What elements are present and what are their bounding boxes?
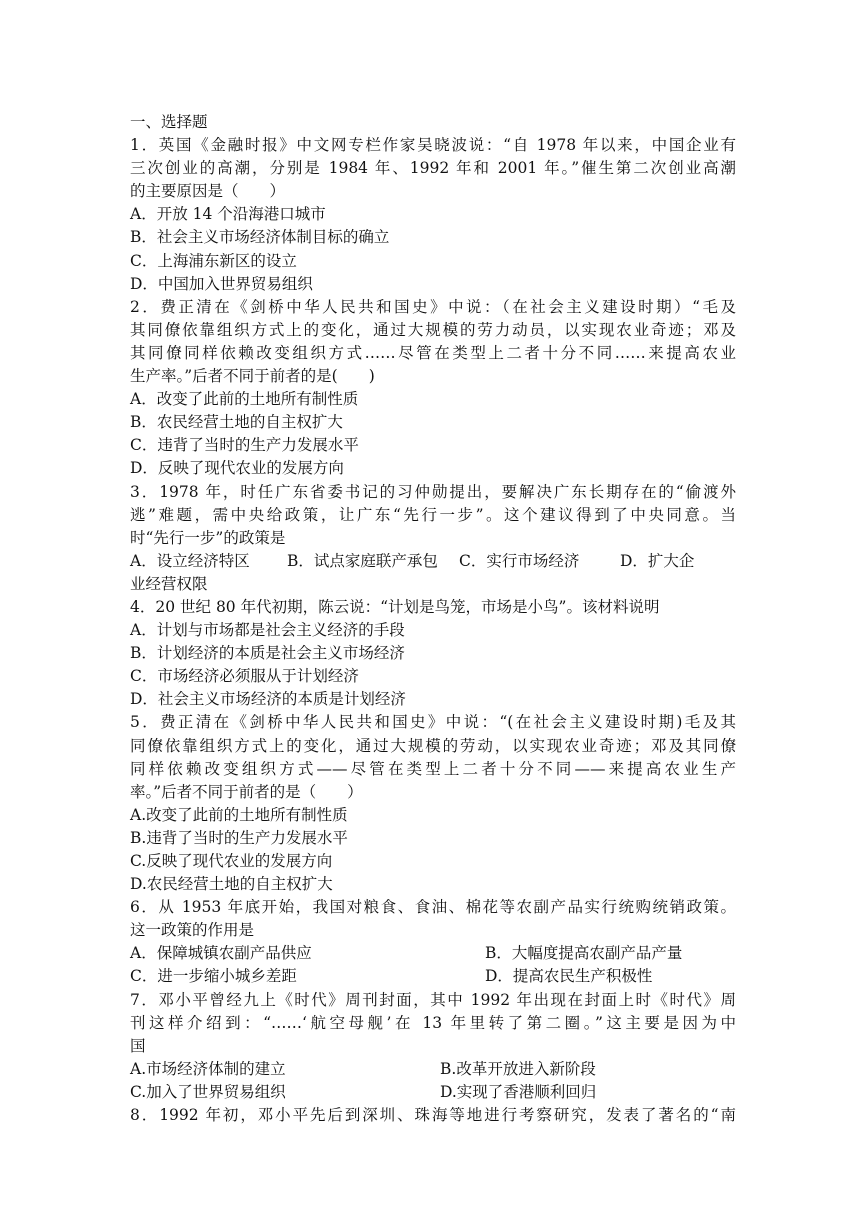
question-5-stem-line-3: 同样依赖改变组织方式——尽管在类型上二者十分不同——来提高农业生产 (130, 759, 736, 778)
question-3-option-a: A．设立经济特区 (130, 551, 250, 570)
question-6-option-d: D．提高农民生产积极性 (485, 967, 653, 986)
question-6-stem-line-2: 这一政策的作用是 (130, 921, 255, 940)
question-1 (130, 134, 736, 296)
question-1-stem-line-3: 的主要原因是（ ） (130, 182, 286, 201)
question-7-stem-line-1: 7．邓小平曾经九上《时代》周刊封面，其中 1992 年出现在封面上时《时代》周 (130, 990, 736, 1009)
question-5-option-d: D.农民经营土地的自主权扩大 (130, 875, 333, 894)
question-5-stem-line-1: 5．费正清在《剑桥中华人民共和国史》中说：“(在社会主义建设时期)毛及其 (130, 713, 736, 732)
question-2-stem-line-4: 生产率。”后者不同于前者的是( ) (130, 367, 375, 386)
question-1-option-a: A．开放 14 个沿海港口城市 (130, 205, 326, 224)
question-3-option-d-continued: 业经营权限 (130, 574, 208, 593)
question-4 (130, 596, 736, 711)
question-1-option-c: C．上海浦东新区的设立 (130, 251, 297, 270)
question-2 (130, 296, 736, 481)
question-8 (130, 1104, 736, 1127)
question-7-options-row-2 (130, 1081, 736, 1104)
question-7-stem-line-2: 刊这样介绍到：“……‘航空母舰’在 13 年里转了第二圈。”这主要是因为中 (130, 1013, 736, 1032)
question-2-option-d: D．反映了现代农业的发展方向 (130, 459, 344, 478)
question-5 (130, 711, 736, 896)
question-5-stem-line-4: 率。”后者不同于前者的是（ ） (130, 782, 363, 801)
question-2-stem-line-2: 其同僚依靠组织方式上的变化，通过大规模的劳力动员，以实现农业奇迹；邓及 (130, 320, 736, 339)
question-2-option-b: B．农民经营土地的自主权扩大 (130, 413, 343, 432)
question-7-option-c: C.加入了世界贸易组织 (130, 1082, 286, 1101)
question-5-option-b: B.违背了当时的生产力发展水平 (130, 828, 348, 847)
question-2-option-c: C．违背了当时的生产力发展水平 (130, 436, 359, 455)
question-4-option-a: A．计划与市场都是社会主义经济的手段 (130, 621, 405, 640)
question-5-option-c: C.反映了现代农业的发展方向 (130, 852, 333, 870)
section-title: 一、选择题 (130, 113, 208, 131)
question-3-option-d: D．扩大企 (620, 551, 695, 570)
question-7-option-b: B.改革开放进入新阶段 (440, 1059, 596, 1078)
question-6-option-b: B．大幅度提高农副产品产量 (485, 944, 683, 963)
question-3-option-b: B．试点家庭联产承包 (287, 551, 438, 570)
question-4-option-d: D．社会主义市场经济的本质是计划经济 (130, 690, 406, 709)
question-7-option-d: D.实现了香港顺利回归 (440, 1082, 597, 1101)
question-6-option-c: C．进一步缩小城乡差距 (130, 967, 297, 986)
question-5-stem-line-2: 同僚依靠组织方式上的变化，通过大规模的劳动，以实现农业奇迹；邓及其同僚 (130, 736, 736, 755)
question-5-option-a: A.改变了此前的土地所有制性质 (130, 805, 348, 824)
question-3-stem-line-2: 逃”难题，需中央给政策，让广东“先行一步”。这个建议得到了中央同意。当 (130, 505, 736, 524)
question-6-options-row-1 (130, 942, 736, 965)
question-2-stem-line-3: 其同僚同样依赖改变组织方式……尽管在类型上二者十分不同……来提高农业 (130, 343, 736, 362)
question-1-option-b: B．社会主义市场经济体制目标的确立 (130, 228, 390, 247)
question-4-option-b: B．计划经济的本质是社会主义市场经济 (130, 644, 405, 663)
question-6-option-a: A．保障城镇农副产品供应 (130, 944, 312, 963)
question-7 (130, 989, 736, 1104)
question-4-stem-line-1: 4．20 世纪 80 年代初期，陈云说：“计划是鸟笼，市场是小鸟”。该材料说明 (130, 597, 660, 616)
question-8-stem-line-1: 8．1992 年初，邓小平先后到深圳、珠海等地进行考察研究，发表了著名的“南 (130, 1106, 736, 1125)
question-3-stem-line-1: 3．1978 年，时任广东省委书记的习仲勋提出，要解决广东长期存在的“偷渡外 (130, 482, 736, 501)
document-page (130, 111, 736, 1127)
question-1-option-d: D．中国加入世界贸易组织 (130, 274, 313, 293)
question-1-stem-line-2: 三次创业的高潮，分别是 1984 年、1992 年和 2001 年。”催生第二次创业高潮 (130, 159, 736, 178)
question-4-option-c: C．市场经济必须服从于计划经济 (130, 667, 359, 686)
question-3-options-row (130, 550, 736, 573)
question-1-stem-line-1: 1．英国《金融时报》中文网专栏作家吴晓波说：“自 1978 年以来，中国企业有 (130, 136, 736, 155)
question-7-options-row-1 (130, 1058, 736, 1081)
question-2-option-a: A．改变了此前的土地所有制性质 (130, 390, 359, 409)
question-6-stem-line-1: 6．从 1953 年底开始，我国对粮食、食油、棉花等农副产品实行统购统销政策。 (130, 898, 736, 917)
question-6-options-row-2 (130, 965, 736, 988)
question-7-stem-line-3: 国 (130, 1036, 146, 1055)
question-3 (130, 481, 736, 596)
question-6 (130, 896, 736, 988)
question-3-option-c: C．实行市场经济 (459, 551, 580, 570)
question-7-option-a: A.市场经济体制的建立 (130, 1059, 286, 1078)
question-3-stem-line-3: 时“先行一步”的政策是 (130, 528, 286, 547)
question-2-stem-line-1: 2．费正清在《剑桥中华人民共和国史》中说：（在社会主义建设时期）“毛及 (130, 297, 736, 316)
